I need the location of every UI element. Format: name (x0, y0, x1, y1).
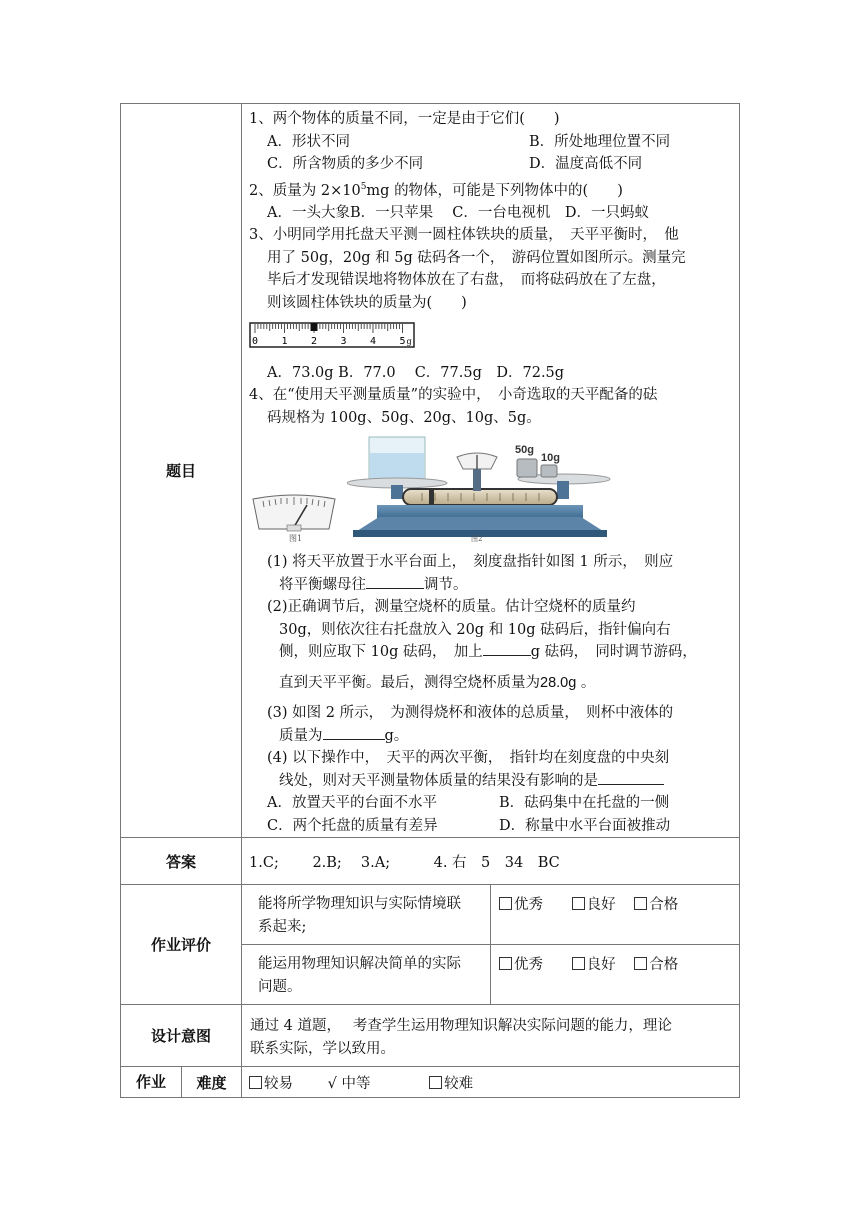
q4-option-a: A．放置天平的台面不水平 (267, 795, 437, 812)
q2-options: A．一头大象B．一只苹果 C．一台电视机 D．一只蚂蚁 (267, 204, 649, 221)
q1-option-d: D．温度高低不同 (529, 156, 643, 172)
fig1-caption: 图1 (289, 534, 303, 544)
q4-options-ab (249, 792, 733, 815)
balance-figures (249, 435, 733, 543)
ruler-tick-label: 1 (281, 336, 288, 348)
q4-p4-line2: 线处，则对天平测量物体质量的结果没有影响的是 (249, 770, 733, 793)
q4-p2-line4: 直到天平平衡。最后，测得空烧杯质量为28.0g 。 (279, 674, 596, 691)
evaluation-options-1 (491, 885, 740, 945)
q4-p4-line1: (4) 以下操作中， 天平的两次平衡， 指针均在刻度盘的中央刻 (267, 750, 670, 767)
q1-option-c: C．所含物质的多少不同 (267, 156, 424, 172)
q4-p3-line1: (3) 如图 2 所示， 为测得烧杯和液体的总质量， 则杯中液体的 (267, 705, 674, 722)
q4-p2-line1: (2)正确调节后，测量空烧杯的质量。估计空烧杯的质量约 (267, 599, 636, 616)
checkbox-pass-2[interactable]: 合格 (634, 957, 678, 973)
checkmark-icon: √ (327, 1075, 337, 1092)
evaluation-options-2 (491, 945, 740, 1005)
difficulty-label: 难度 (182, 1067, 242, 1098)
checkbox-excellent-1[interactable]: 优秀 (499, 897, 543, 913)
design-cell (242, 1005, 740, 1067)
design-line-2: 联系实际，学以致用。 (250, 1041, 396, 1058)
q1-options-cd (249, 153, 733, 176)
weight-50g-label: 50g (515, 444, 534, 457)
answer-text: 1.C; 2.B; 3.A; 4. 右 5 34 BC (249, 854, 560, 871)
q4-p1-line1: (1) 将天平放置于水平台面上， 刻度盘指针如图 1 所示， 则应 (267, 554, 674, 571)
homework-label: 作业 (121, 1067, 182, 1098)
q4-p2-line2: 30g，则依次往右托盘放入 20g 和 10g 砝码后，指针偏向右 (279, 621, 671, 638)
difficulty-easy-checkbox[interactable]: 较易 (249, 1076, 293, 1092)
design-line-1: 通过 4 道题， 考查学生运用物理知识解决实际问题的能力，理论 (250, 1018, 672, 1035)
answer-blank[interactable] (323, 725, 385, 740)
q4-option-b: B．砝码集中在托盘的一侧 (499, 795, 670, 812)
ruler-tick-label: 2 (311, 336, 318, 348)
question-cell (242, 104, 740, 838)
rider-ruler (249, 322, 733, 356)
checkbox-pass-1[interactable]: 合格 (634, 897, 678, 913)
q4-p2-line3: 侧，则应取下 10g 砝码， 加上 g 砝码， 同时调节游码， (249, 641, 733, 664)
q1-options-ab (249, 131, 733, 154)
q3-line1: 3、小明同学用托盘天平测一圆柱体铁块的质量， 天平平衡时， 他 (249, 227, 679, 244)
answer-label: 答案 (121, 838, 242, 885)
balance-figure (347, 435, 612, 543)
ruler-tick-label: 3 (340, 336, 347, 348)
ruler-tick-label: 0 (252, 336, 259, 348)
q4-p1-line2: 将平衡螺母往 调节。 (249, 574, 733, 597)
checkbox-good-1[interactable]: 良好 (572, 897, 616, 913)
q4-p3-line2: 质量为 g。 (249, 725, 733, 748)
q1-option-a: A．形状不同 (267, 133, 350, 150)
checkbox-good-2[interactable]: 良好 (572, 957, 616, 973)
evaluation-criterion-1: 能将所学物理知识与实际情境联 系起来; (242, 885, 491, 945)
evaluation-criterion-2: 能运用物理知识解决简单的实际 问题。 (242, 945, 491, 1005)
q1-stem: 1、两个物体的质量不同，一定是由于它们( ) (249, 111, 560, 127)
difficulty-medium-checkbox[interactable]: √ 中等 (327, 1075, 371, 1092)
q4-line2: 码规格为 100g、50g、20g、10g、5g。 (267, 409, 541, 426)
difficulty-options (242, 1067, 740, 1098)
answer-cell (242, 838, 740, 885)
q2-stem: 2、质量为 $2\times 10^5mg$ 的物体，可能是下列物体中的( ) (249, 181, 623, 199)
answer-blank[interactable] (483, 641, 531, 656)
fig2-caption: 图2 (471, 535, 483, 544)
q4-line1: 4、在“使用天平测量质量”的实验中， 小奇选取的天平配备的砝 (249, 387, 658, 404)
q4-option-d: D．称量中水平台面被推动 (499, 817, 671, 834)
difficulty-hard-checkbox[interactable]: 较难 (429, 1076, 473, 1092)
answer-blank[interactable] (598, 770, 664, 785)
q3-options: A．73.0g B．77.0 C．77.5g D．72.5g (267, 364, 565, 381)
q4-options-cd (249, 815, 733, 838)
ruler-tick-label: 4 (370, 336, 377, 348)
q1-option-b: B．所处地理位置不同 (529, 133, 671, 150)
q3-line3: 毕后才发现错误地将物体放在了右盘， 而将砝码放在了左盘， (267, 272, 666, 289)
ruler-rider-icon (311, 323, 318, 331)
q3-line2: 用了 50g，20g 和 5g 砝码各一个， 游码位置如图所示。测量完 (267, 249, 686, 266)
question-label: 题目 (121, 104, 242, 838)
q4-option-c: C．两个托盘的质量有差异 (267, 817, 438, 834)
ruler-unit-label: g (406, 337, 412, 347)
design-label: 设计意图 (121, 1005, 242, 1067)
dial-figure (249, 493, 339, 543)
ruler-tick-label: 5 (399, 336, 406, 348)
homework-table (120, 103, 740, 1098)
q3-line4: 则该圆柱体铁块的质量为( ) (267, 294, 467, 311)
weight-10g-label: 10g (541, 452, 560, 465)
evaluation-label: 作业评价 (121, 885, 242, 1005)
checkbox-excellent-2[interactable]: 优秀 (499, 957, 543, 973)
answer-blank[interactable] (366, 574, 424, 589)
